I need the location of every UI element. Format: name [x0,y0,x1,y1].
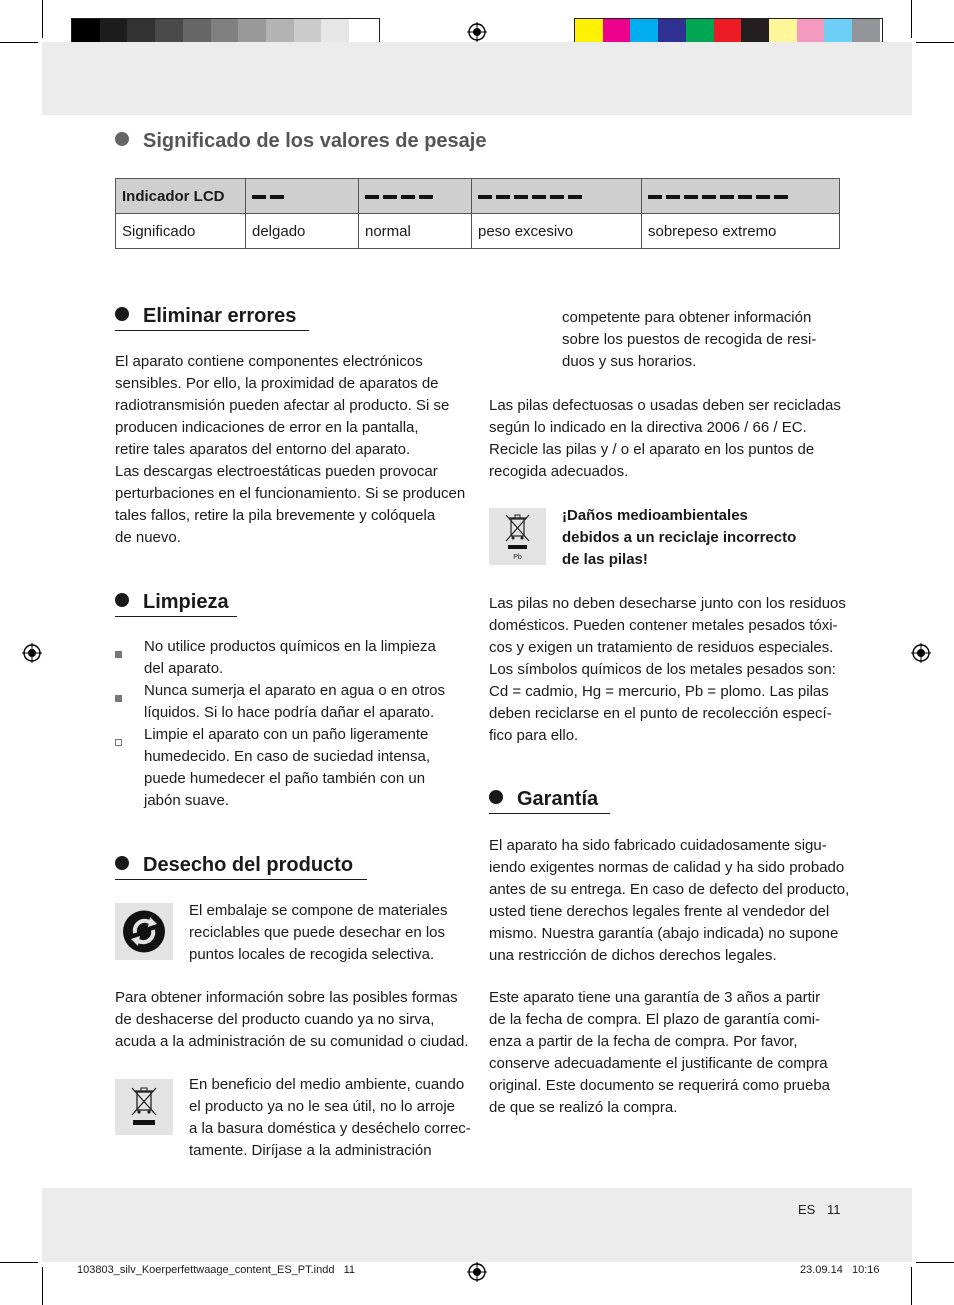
list-bullet-icon [115,739,122,746]
lcd-segment [568,195,582,199]
lcd-segments-icon [365,188,437,205]
lcd-segment [383,195,397,199]
text-line: Las pilas defectuosas o usadas deben ser recicladas [489,397,841,414]
text-line: Los símbolos químicos de los metales pesados son: [489,661,836,678]
batteries-text [489,395,854,483]
text-line: iendo exigentes normas de calidad y ha sido probado [489,859,845,876]
heavy-metals-text [489,593,854,747]
text-line: duos y sus horarios. [562,353,697,370]
text-line: cos y exigen un tratamiento de residuos especiales. [489,639,834,656]
text-line: conserve adecuadamente el justificante de compra [489,1055,828,1072]
lcd-segment [702,195,716,199]
text-line: No utilice productos químicos en la limpieza [144,638,436,655]
lcd-segment [774,195,788,199]
text-line: Nunca sumerja el aparato en agua o en otros [144,682,446,699]
errores-text [115,351,475,549]
file-slug: 103803_silv_Koerperfettwaage_content_ES_PT.indd 11 [77,1264,356,1276]
text-line: En beneficio del medio ambiente, cuando [189,1076,465,1093]
text-line: Recicle las pilas y / o el aparato en los puntos de [489,441,815,458]
text-line: deben reciclarse en el punto de recolección especí- [489,705,832,722]
text-line: usted tiene derechos legales frente al vendedor del [489,903,830,920]
lcd-segment [496,195,510,199]
garantia-para-2 [489,987,854,1119]
list-bullet-icon [115,651,122,658]
text-line: Cd = cadmio, Hg = mercurio, Pb = plomo. Las pilas [489,683,829,700]
table-cell: sobrepeso extremo [642,214,840,249]
text-line: retire tales aparatos del entorno del aparato. [115,441,411,458]
text-line: fico para ello. [489,727,579,744]
text-line: de nuevo. [115,529,181,546]
lcd-segments-icon [252,188,288,205]
text-line: Las pilas no deben desecharse junto con los residuos [489,595,846,612]
text-line: mismo. Nuestra garantía (abajo indicada) no supone [489,925,839,942]
lcd-segment [419,195,433,199]
section-title-limpieza: Limpieza [115,590,229,614]
section-title-errores: Eliminar errores [115,304,296,328]
lcd-segment [720,195,734,199]
title-underline [115,330,309,331]
text-line: del aparato. [144,660,224,677]
text-line: según lo indicado en la directiva 2006 / 66 / EC. [489,419,807,436]
lcd-segments-icon [478,188,586,205]
text-line: una restricción de dichos derechos legales. [489,947,777,964]
print-date: 23.09.14 10:16 [800,1264,880,1276]
lcd-segment [252,195,266,199]
weee-text [189,1074,474,1162]
packaging-text [189,900,474,966]
text-line: Limpie el aparato con un paño ligeramente [144,726,429,743]
lcd-segments-cell [359,179,472,214]
lcd-segment [478,195,492,199]
lcd-segments-icon [648,188,792,205]
text-line: domésticos. Pueden contener metales pesados tóxi- [489,617,838,634]
lcd-segment [648,195,662,199]
table-cell: peso excesivo [472,214,642,249]
text-line: Las descargas electroestáticas pueden provocar [115,463,438,480]
lcd-segment [401,195,415,199]
lcd-segment [532,195,546,199]
page-language: ES [798,1202,816,1217]
lcd-segment [270,195,284,199]
registration-mark-icon [22,643,42,663]
info-text [115,987,480,1053]
text-line: radiotransmisión pueden afectar al producto. Si se [115,397,450,414]
text-line: puntos locales de recogida selectiva. [189,946,435,963]
page-number: 11 [827,1202,841,1217]
text-line: antes de su entrega. En caso de defecto del producto, [489,881,850,898]
registration-mark-icon [467,1262,487,1282]
title-underline [489,813,610,814]
section-title-pesaje: Significado de los valores de pesaje [115,129,486,153]
text-line: sobre los puestos de recogida de resi- [562,331,817,348]
lcd-segments-cell [642,179,840,214]
text-line: producen indicaciones de error en la pantalla, [115,419,419,436]
footer-band [42,1188,912,1262]
list-item [144,636,474,680]
text-line: competente para obtener información [562,309,812,326]
text-line: acuda a la administración de su comunidad o ciudad. [115,1033,469,1050]
table-row [116,179,840,214]
bullet-dot-icon [115,307,129,321]
text-line: enza a partir de la fecha de compra. Por favor, [489,1033,798,1050]
section-title-desecho: Desecho del producto [115,853,353,877]
pb-label: Pb [513,554,522,561]
text-line: ¡Daños medioambientales [562,507,748,524]
title-underline [115,879,367,880]
text-line: tamente. Diríjase a la administración [189,1142,432,1159]
bullet-dot-icon [489,790,503,804]
table-header-cell: Indicador LCD [116,179,246,214]
title-underline [115,616,237,617]
text-line: de que se realizó la compra. [489,1099,678,1116]
text-line: puede humedecer el paño también con un [144,770,426,787]
text-line: tales fallos, retire la pila brevemente y colóquela [115,507,436,524]
table-cell: normal [359,214,472,249]
list-bullet-icon [115,695,122,702]
text-line: El embalaje se compone de materiales [189,902,448,919]
text-line: a la basura doméstica y deséchelo correc- [189,1120,471,1137]
text-line: Para obtener información sobre las posibles formas [115,989,458,1006]
lcd-segment [666,195,680,199]
text-line: humedecido. En caso de suciedad intensa, [144,748,431,765]
warning-text [562,505,852,571]
text-line: sensibles. Por ello, la proximidad de aparatos de [115,375,439,392]
crossed-bin-icon [115,1079,173,1135]
continued-text [562,307,852,373]
text-line: reciclables que puede desechar en los [189,924,446,941]
text-line: El aparato contiene componentes electrónicos [115,353,423,370]
text-line: el producto ya no le sea útil, no lo arroje [189,1098,455,1115]
lcd-segments-cell [472,179,642,214]
header-band [42,42,912,115]
lcd-segment [514,195,528,199]
table-cell: Significado [116,214,246,249]
text-line: de deshacerse del producto cuando ya no sirva, [115,1011,435,1028]
recycling-green-dot-icon [115,903,173,960]
text-line: de la fecha de compra. El plazo de garantía comi- [489,1011,821,1028]
list-item [144,680,474,724]
text-line: El aparato ha sido fabricado cuidadosamente sigu- [489,837,827,854]
text-line: perturbaciones en el funcionamiento. Si se producen [115,485,466,502]
section-title-garantia: Garantía [489,787,598,811]
garantia-para-1 [489,835,854,967]
lcd-segments-cell [246,179,359,214]
registration-mark-icon [467,22,487,42]
registration-mark-icon [911,643,931,663]
bullet-dot-icon [115,132,129,146]
lcd-segment [684,195,698,199]
table-row [116,214,840,249]
bullet-dot-icon [115,593,129,607]
lcd-segment [365,195,379,199]
text-line: jabón suave. [144,792,230,809]
lcd-segment [738,195,752,199]
lcd-segment [756,195,770,199]
text-line: Este aparato tiene una garantía de 3 años a partir [489,989,821,1006]
weight-values-table [115,178,840,249]
lcd-segment [550,195,564,199]
list-item [144,724,474,812]
text-line: de las pilas! [562,551,648,568]
bullet-dot-icon [115,856,129,870]
text-line: original. Este documento se requerirá como prueba [489,1077,831,1094]
battery-bin-pb-icon [489,508,546,565]
table-cell: delgado [246,214,359,249]
text-line: líquidos. Si lo hace podría dañar el aparato. [144,704,435,721]
text-line: debidos a un reciclaje incorrecto [562,529,797,546]
text-line: recogida adecuados. [489,463,629,480]
